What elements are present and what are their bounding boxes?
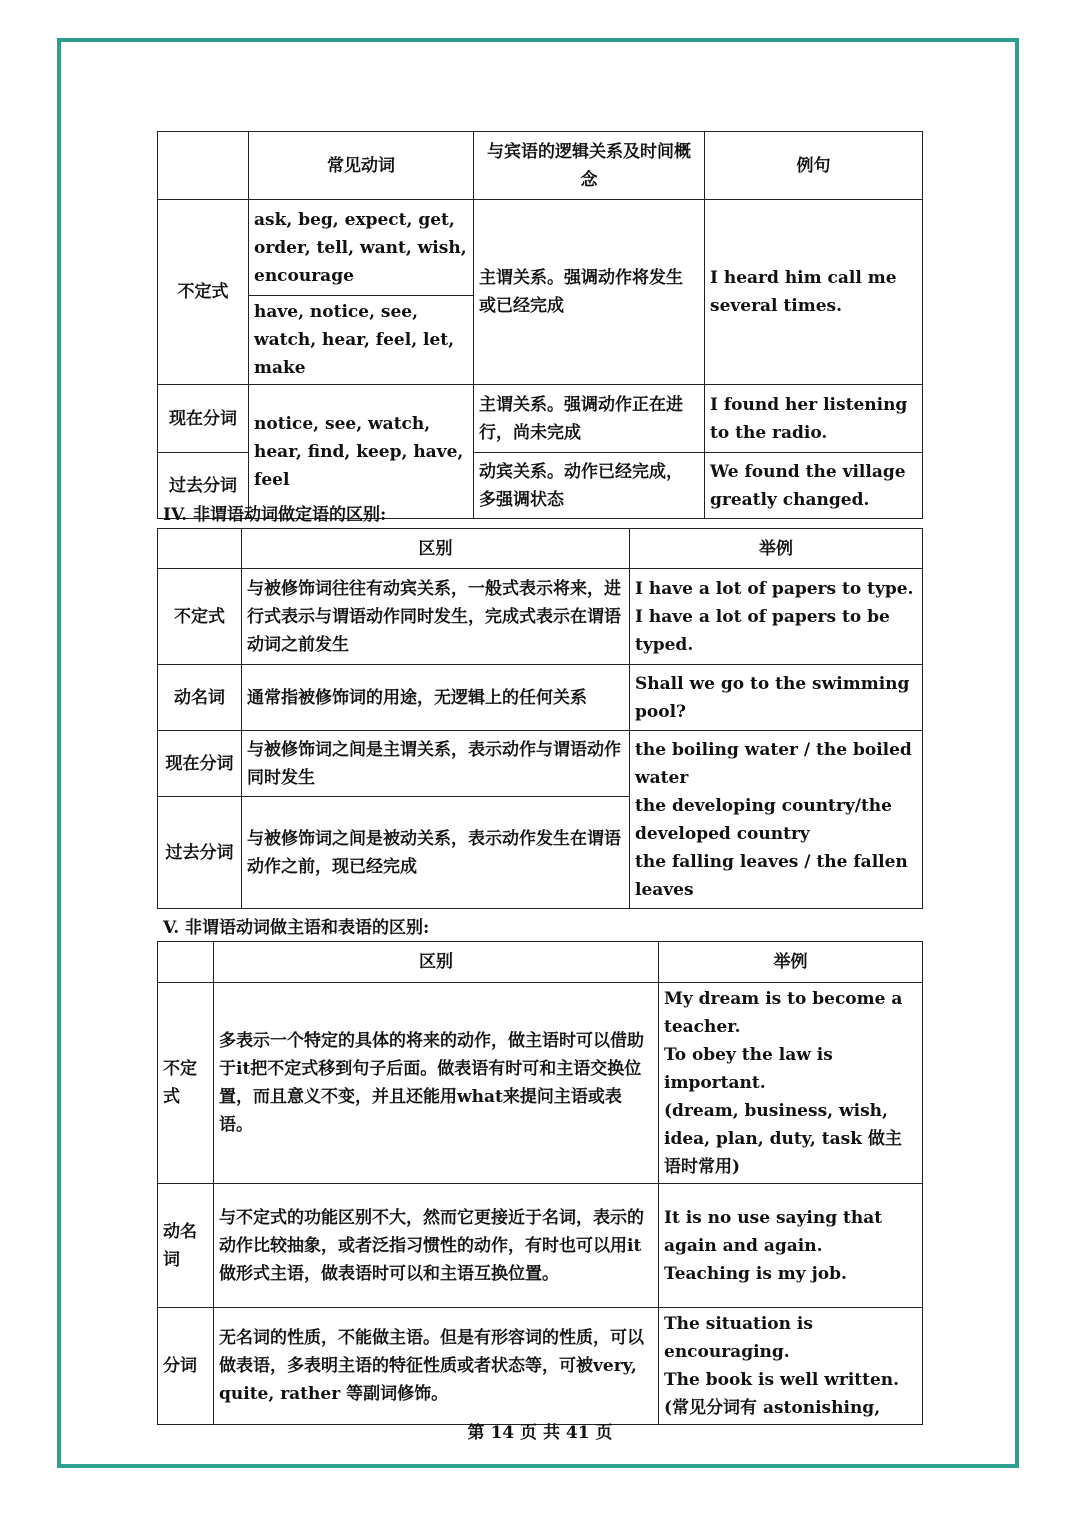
t1-header-verbs: 常见动词 xyxy=(249,132,474,200)
subject-predicative-table xyxy=(157,941,923,1425)
t1-verbs-participle: notice, see, watch, hear, find, keep, have, feel xyxy=(249,385,474,519)
t1-label-past-participle: 过去分词 xyxy=(158,453,249,519)
section-heading-attributive: IV. 非谓语动词做定语的区别: xyxy=(163,505,387,525)
t3-example-infinitive: My dream is to become a teacher. To obey the law is important. (dream, business, wish, idea, plan, duty, task 做主语时常用) xyxy=(659,983,923,1184)
t3-header-blank xyxy=(158,942,214,983)
t3-example-participle: The situation is encouraging. The book is well written. (常见分词有 astonishing, xyxy=(659,1308,923,1425)
t2-diff-gerund: 通常指被修饰词的用途，无逻辑上的任何关系 xyxy=(242,665,630,731)
t1-header-example: 例句 xyxy=(705,132,923,200)
page-number: 第 14 页 共 41 页 xyxy=(467,1423,613,1443)
t2-diff-past-participle: 与被修饰词之间是被动关系，表示动作发生在谓语动作之前，现已经完成 xyxy=(242,797,630,909)
t2-label-infinitive: 不定式 xyxy=(158,569,242,665)
t3-diff-participle: 无名词的性质，不能做主语。但是有形容词的性质，可以做表语，多表明主语的特征性质或者状态等，可被very, quite, rather 等副词修饰。 xyxy=(214,1308,659,1425)
t1-example-past-participle: We found the village greatly changed. xyxy=(705,453,923,519)
t3-label-gerund: 动名词 xyxy=(158,1184,214,1308)
t1-header-blank xyxy=(158,132,249,200)
t3-label-participle: 分词 xyxy=(158,1308,214,1425)
t2-label-present-participle: 现在分词 xyxy=(158,731,242,797)
t1-relation-past-participle: 动宾关系。动作已经完成，多强调状态 xyxy=(474,453,705,519)
t3-header-example: 举例 xyxy=(659,942,923,983)
verb-object-table xyxy=(157,131,923,519)
t3-example-gerund: It is no use saying that again and again. Teaching is my job. xyxy=(659,1184,923,1308)
t3-label-infinitive: 不定式 xyxy=(158,983,214,1184)
t1-example-infinitive: I heard him call me several times. xyxy=(705,200,923,385)
attributive-table xyxy=(157,528,923,909)
t1-verbs-infinitive-a: ask, beg, expect, get, order, tell, want, wish, encourage xyxy=(249,200,474,296)
t2-example-participles: the boiling water / the boiled water the developing country/the developed country the falling leaves / the fallen leaves xyxy=(630,731,923,909)
t3-header-difference: 区别 xyxy=(214,942,659,983)
t2-header-blank xyxy=(158,529,242,569)
t1-header-relation: 与宾语的逻辑关系及时间概念 xyxy=(474,132,705,200)
section-heading-subject-predicative: V. 非谓语动词做主语和表语的区别: xyxy=(163,918,430,938)
t2-diff-infinitive: 与被修饰词往往有动宾关系，一般式表示将来，进行式表示与谓语动作同时发生，完成式表示在谓语动词之前发生 xyxy=(242,569,630,665)
t1-label-present-participle: 现在分词 xyxy=(158,385,249,453)
t2-header-difference: 区别 xyxy=(242,529,630,569)
t1-example-present-participle: I found her listening to the radio. xyxy=(705,385,923,453)
t3-diff-infinitive: 多表示一个特定的具体的将来的动作，做主语时可以借助于it把不定式移到句子后面。做表语有时可和主语交换位置，而且意义不变，并且还能用what来提问主语或表语。 xyxy=(214,983,659,1184)
t2-example-gerund: Shall we go to the swimming pool? xyxy=(630,665,923,731)
t1-label-infinitive: 不定式 xyxy=(158,200,249,385)
t3-diff-gerund: 与不定式的功能区别不大，然而它更接近于名词，表示的动作比较抽象，或者泛指习惯性的动作，有时也可以用it做形式主语，做表语时可以和主语互换位置。 xyxy=(214,1184,659,1308)
t2-label-gerund: 动名词 xyxy=(158,665,242,731)
t1-verbs-infinitive-b: have, notice, see, watch, hear, feel, let, make xyxy=(249,296,474,385)
t2-header-example: 举例 xyxy=(630,529,923,569)
t1-relation-present-participle: 主谓关系。强调动作正在进行，尚未完成 xyxy=(474,385,705,453)
t2-diff-present-participle: 与被修饰词之间是主谓关系，表示动作与谓语动作同时发生 xyxy=(242,731,630,797)
t2-label-past-participle: 过去分词 xyxy=(158,797,242,909)
t2-example-infinitive: I have a lot of papers to type. I have a lot of papers to be typed. xyxy=(630,569,923,665)
t1-relation-infinitive: 主谓关系。强调动作将发生或已经完成 xyxy=(474,200,705,385)
